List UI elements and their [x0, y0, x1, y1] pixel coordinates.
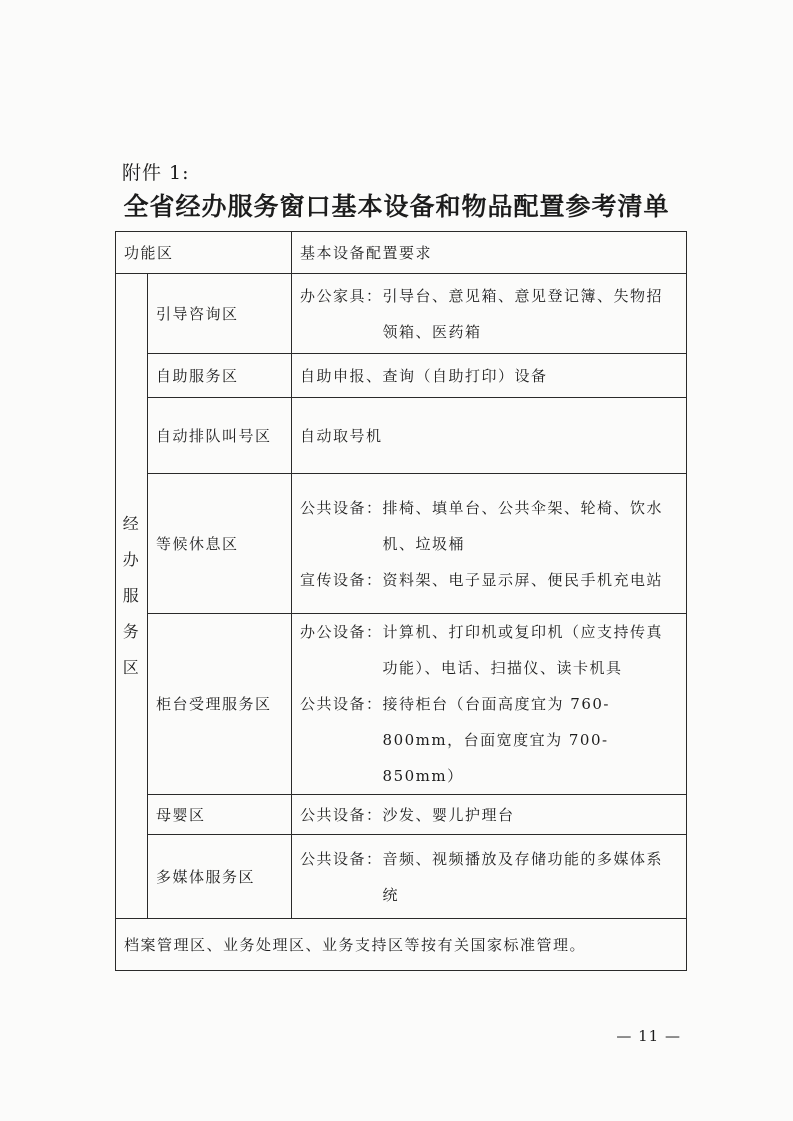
header-requirement: 基本设备配置要求 [292, 232, 687, 274]
footer-note: 档案管理区、业务处理区、业务支持区等按有关国家标准管理。 [116, 919, 687, 971]
requirement-entry: 宣传设备： 资料架、电子显示屏、便民手机充电站 [300, 570, 664, 589]
table-row [116, 835, 687, 919]
requirement-cell [292, 614, 687, 795]
area-cell: 引导咨询区 [148, 274, 292, 354]
requirement-entry: 公共设备： 沙发、婴儿护理台 [300, 805, 515, 824]
requirement-cell [292, 354, 687, 398]
equipment-config-table [115, 231, 687, 971]
document-title: 全省经办服务窗口基本设备和物品配置参考清单 [123, 192, 670, 221]
requirement-cell [292, 474, 687, 614]
table-row [116, 614, 687, 795]
table-footer-row [116, 919, 687, 971]
table-row [116, 274, 687, 354]
requirement-cell [292, 274, 687, 354]
area-cell: 等候休息区 [148, 474, 292, 614]
requirement-entry: 公共设备： 音频、视频播放及存储功能的多媒体系统 [300, 849, 664, 904]
area-cell: 多媒体服务区 [148, 835, 292, 919]
requirement-entry: 办公家具： 引导台、意见箱、意见登记簿、失物招领箱、医药箱 [300, 286, 664, 341]
table-header-row [116, 232, 687, 274]
area-cell: 柜台受理服务区 [148, 614, 292, 795]
area-cell: 母婴区 [148, 795, 292, 835]
requirement-cell [292, 398, 687, 474]
table-row [116, 354, 687, 398]
table-row [116, 474, 687, 614]
requirement-entry: 公共设备： 接待柜台（台面高度宜为 760-800mm，台面宽度宜为 700-850mm） [300, 695, 610, 785]
requirement-cell [292, 835, 687, 919]
table-row [116, 398, 687, 474]
table-row [116, 795, 687, 835]
requirement-entry: 公共设备： 排椅、填单台、公共伞架、轮椅、饮水机、垃圾桶 [300, 498, 664, 553]
requirement-entry: 自动取号机 [300, 426, 383, 445]
page-number: — 11 — [616, 1027, 681, 1045]
group-label-service-area: 经 办 服 务 区 [116, 274, 148, 919]
requirement-entry: 办公设备： 计算机、打印机或复印机（应支持传真功能）、电话、扫描仪、读卡机具 [300, 623, 664, 677]
attachment-label: 附件 1: [122, 162, 190, 184]
area-cell: 自动排队叫号区 [148, 398, 292, 474]
requirement-entry: 自助申报、查询（自助打印）设备 [300, 366, 548, 385]
area-cell: 自助服务区 [148, 354, 292, 398]
header-area: 功能区 [116, 232, 292, 274]
requirement-cell [292, 795, 687, 835]
